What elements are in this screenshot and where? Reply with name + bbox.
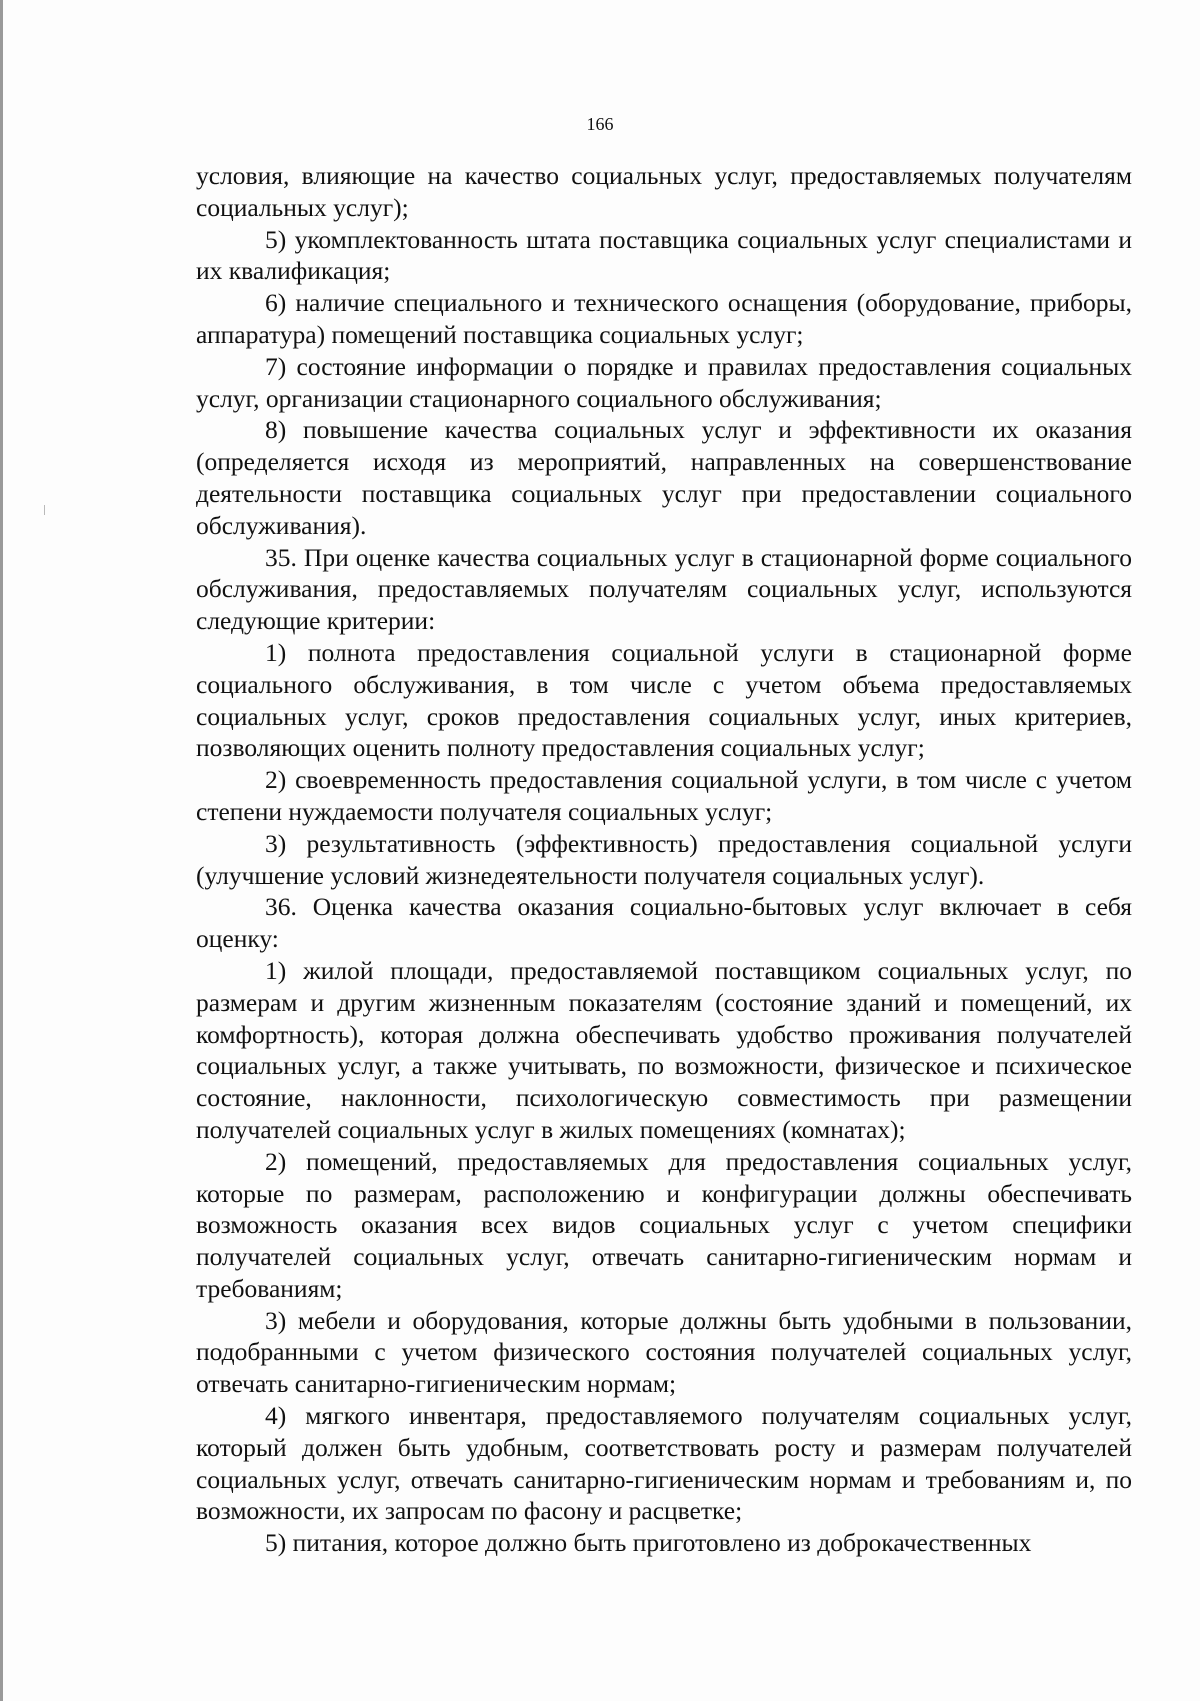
paragraph-item-8-quality: 8) повышение качества социальных услуг и эффективности их оказания (определяется исходя из мероприятий, направленных на совершенствование деятельности поставщика социальных услуг при предоставлении социального обслуживания).: [196, 415, 1132, 540]
paragraph-assessment-4: 4) мягкого инвентаря, предоставляемого получателям социальных услуг, который должен быть удобным, соответствовать росту и размерам получателей социальных услуг, отвечать санитарно-гигиеническим нормам и требованиям и, по возможности, их запросам по фасону и расцветке;: [196, 1401, 1132, 1526]
scan-edge-shadow: [0, 0, 3, 1701]
paragraph-assessment-1: 1) жилой площади, предоставляемой поставщиком социальных услуг, по размерам и другим жизненным показателям (состояние зданий и помещений, их комфортность), которая должна обеспечивать удобство проживания получателей социальных услуг, а также учитывать, по возможности, физическое и психическое состояние, наклонности, психологическую совместимость при размещении получателей социальных услуг в жилых помещениях (комнатах);: [196, 955, 1132, 1144]
paragraph-criterion-3: 3) результативность (эффективность) предоставления социальной услуги (улучшение условий жизнедеятельности получателя социальных услуг).: [196, 828, 1132, 890]
paragraph-criterion-1: 1) полнота предоставления социальной услуги в стационарной форме социального обслуживания, в том числе с учетом объема предоставляемых социальных услуг, сроков предоставления социальных услуг, иных критериев, позволяющих оценить полноту предоставления социальных услуг;: [196, 637, 1132, 763]
paragraph-assessment-2: 2) помещений, предоставляемых для предоставления социальных услуг, которые по размерам, расположению и конфигурации должны обеспечивать возможность оказания всех видов социальных услуг с учетом специфики получателей социальных услуг, отвечать санитарно-гигиеническим нормам и требованиям;: [196, 1146, 1132, 1303]
paragraph-item-5-staffing: 5) укомплектованность штата поставщика социальных услуг специалистами и их квалификация;: [196, 224, 1132, 286]
paragraph-assessment-5: 5) питания, которое должно быть приготовлено из доброкачественных: [265, 1528, 1032, 1558]
paragraph-item-6-equipment: 6) наличие специального и технического оснащения (оборудование, приборы, аппаратура) помещений поставщика социальных услуг;: [196, 288, 1132, 349]
paragraph-item-7-information: 7) состояние информации о порядке и правилах предоставления социальных услуг, организации стационарного социального обслуживания;: [196, 351, 1132, 413]
paragraph-continuation: условия, влияющие на качество социальных услуг, предоставляемых получателям социальных услуг);: [196, 161, 1132, 222]
paragraph-criterion-2: 2) своевременность предоставления социальной услуги, в том числе с учетом степени нуждаемости получателя социальных услуг;: [196, 765, 1132, 826]
scan-margin-mark: [44, 505, 45, 515]
paragraph-section-36: 36. Оценка качества оказания социально-бытовых услуг включает в себя оценку:: [196, 892, 1132, 954]
document-body: [196, 160, 1132, 1559]
page-number: 166: [586, 114, 614, 134]
paragraph-section-35: 35. При оценке качества социальных услуг в стационарной форме социального обслуживания, предоставляемых получателям социальных услуг, используются следующие критерии:: [196, 542, 1132, 636]
paragraph-assessment-3: 3) мебели и оборудования, которые должны быть удобными в пользовании, подобранными с учетом физического состояния получателей социальных услуг, отвечать санитарно-гигиеническим нормам;: [196, 1305, 1132, 1399]
